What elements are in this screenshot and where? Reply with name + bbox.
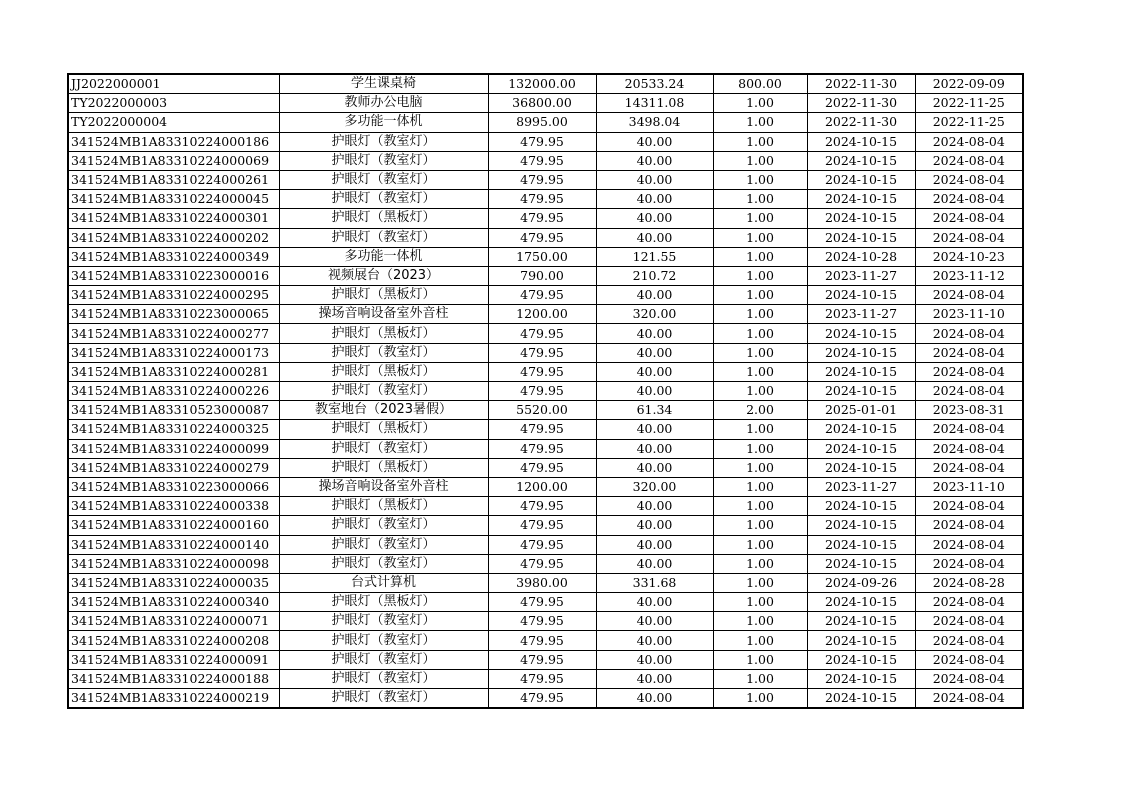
depreciation-cell: 40.00 [596,650,713,669]
quantity-cell: 1.00 [713,151,807,170]
acquire-date-cell: 2024-08-04 [915,190,1023,209]
asset-name-cell: 护眼灯（教室灯） [279,535,488,554]
asset-code-cell: 341524MB1A83310224000071 [68,612,279,631]
quantity-cell: 1.00 [713,266,807,285]
table-row [68,573,1023,592]
asset-name-cell: 护眼灯（教室灯） [279,669,488,688]
entry-date-cell: 2022-11-30 [807,94,915,113]
asset-code-cell: 341524MB1A83310224000219 [68,689,279,709]
entry-date-cell: 2024-10-15 [807,324,915,343]
table-row [68,132,1023,151]
depreciation-cell: 320.00 [596,477,713,496]
acquire-date-cell: 2024-08-04 [915,382,1023,401]
asset-code-cell: 341524MB1A83310224000202 [68,228,279,247]
original-value-cell: 1750.00 [488,247,596,266]
asset-name-cell: 台式计算机 [279,573,488,592]
acquire-date-cell: 2023-11-12 [915,266,1023,285]
entry-date-cell: 2023-11-27 [807,266,915,285]
original-value-cell: 3980.00 [488,573,596,592]
asset-code-cell: TY2022000004 [68,113,279,132]
quantity-cell: 1.00 [713,573,807,592]
asset-name-cell: 操场音响设备室外音柱 [279,305,488,324]
depreciation-cell: 3498.04 [596,113,713,132]
quantity-cell: 1.00 [713,305,807,324]
table-row [68,247,1023,266]
depreciation-cell: 61.34 [596,401,713,420]
table-row [68,612,1023,631]
asset-code-cell: 341524MB1A83310224000140 [68,535,279,554]
table-row [68,669,1023,688]
original-value-cell: 479.95 [488,593,596,612]
original-value-cell: 479.95 [488,689,596,709]
table-row [68,228,1023,247]
asset-code-cell: 341524MB1A83310223000066 [68,477,279,496]
depreciation-cell: 40.00 [596,458,713,477]
asset-name-cell: 视频展台（2023） [279,266,488,285]
quantity-cell: 1.00 [713,458,807,477]
acquire-date-cell: 2022-09-09 [915,74,1023,94]
asset-name-cell: 护眼灯（教室灯） [279,190,488,209]
entry-date-cell: 2024-10-15 [807,554,915,573]
asset-name-cell: 护眼灯（黑板灯） [279,458,488,477]
depreciation-cell: 40.00 [596,631,713,650]
asset-code-cell: 341524MB1A83310224000173 [68,343,279,362]
original-value-cell: 8995.00 [488,113,596,132]
asset-code-cell: 341524MB1A83310224000069 [68,151,279,170]
asset-code-cell: 341524MB1A83310224000208 [68,631,279,650]
quantity-cell: 1.00 [713,554,807,573]
depreciation-cell: 40.00 [596,190,713,209]
asset-name-cell: 护眼灯（黑板灯） [279,420,488,439]
entry-date-cell: 2024-10-15 [807,228,915,247]
quantity-cell: 1.00 [713,535,807,554]
original-value-cell: 479.95 [488,458,596,477]
original-value-cell: 1200.00 [488,477,596,496]
entry-date-cell: 2024-10-15 [807,209,915,228]
quantity-cell: 1.00 [713,362,807,381]
acquire-date-cell: 2024-08-04 [915,650,1023,669]
original-value-cell: 479.95 [488,516,596,535]
table-row [68,94,1023,113]
depreciation-cell: 331.68 [596,573,713,592]
depreciation-cell: 40.00 [596,535,713,554]
entry-date-cell: 2024-10-15 [807,190,915,209]
entry-date-cell: 2024-10-15 [807,612,915,631]
asset-name-cell: 护眼灯（教室灯） [279,132,488,151]
acquire-date-cell: 2024-08-04 [915,362,1023,381]
quantity-cell: 1.00 [713,247,807,266]
asset-code-cell: 341524MB1A83310224000261 [68,170,279,189]
table-row [68,209,1023,228]
asset-name-cell: 操场音响设备室外音柱 [279,477,488,496]
original-value-cell: 479.95 [488,497,596,516]
original-value-cell: 479.95 [488,343,596,362]
quantity-cell: 2.00 [713,401,807,420]
entry-date-cell: 2023-11-27 [807,477,915,496]
quantity-cell: 1.00 [713,631,807,650]
acquire-date-cell: 2023-11-10 [915,477,1023,496]
entry-date-cell: 2024-10-15 [807,535,915,554]
depreciation-cell: 320.00 [596,305,713,324]
entry-date-cell: 2024-10-15 [807,593,915,612]
entry-date-cell: 2022-11-30 [807,74,915,94]
acquire-date-cell: 2024-08-04 [915,612,1023,631]
acquire-date-cell: 2024-10-23 [915,247,1023,266]
original-value-cell: 479.95 [488,650,596,669]
entry-date-cell: 2024-10-28 [807,247,915,266]
quantity-cell: 1.00 [713,132,807,151]
quantity-cell: 1.00 [713,113,807,132]
quantity-cell: 1.00 [713,669,807,688]
table-row [68,362,1023,381]
acquire-date-cell: 2024-08-04 [915,228,1023,247]
original-value-cell: 479.95 [488,362,596,381]
asset-name-cell: 多功能一体机 [279,247,488,266]
entry-date-cell: 2024-10-15 [807,343,915,362]
table-row [68,286,1023,305]
asset-code-cell: 341524MB1A83310224000091 [68,650,279,669]
depreciation-cell: 40.00 [596,286,713,305]
asset-code-cell: 341524MB1A83310224000295 [68,286,279,305]
table-row [68,650,1023,669]
table-row [68,554,1023,573]
table-row [68,305,1023,324]
depreciation-cell: 40.00 [596,516,713,535]
asset-name-cell: 护眼灯（教室灯） [279,439,488,458]
table-row [68,151,1023,170]
table-row [68,516,1023,535]
acquire-date-cell: 2024-08-04 [915,151,1023,170]
asset-name-cell: 护眼灯（黑板灯） [279,497,488,516]
entry-date-cell: 2024-10-15 [807,286,915,305]
acquire-date-cell: 2023-08-31 [915,401,1023,420]
acquire-date-cell: 2024-08-04 [915,593,1023,612]
depreciation-cell: 40.00 [596,593,713,612]
entry-date-cell: 2022-11-30 [807,113,915,132]
acquire-date-cell: 2023-11-10 [915,305,1023,324]
table-row [68,170,1023,189]
asset-table [67,73,1024,709]
asset-name-cell: 教室地台（2023暑假） [279,401,488,420]
acquire-date-cell: 2024-08-04 [915,554,1023,573]
depreciation-cell: 121.55 [596,247,713,266]
asset-code-cell: 341524MB1A83310223000065 [68,305,279,324]
quantity-cell: 1.00 [713,286,807,305]
acquire-date-cell: 2024-08-04 [915,669,1023,688]
table-row [68,477,1023,496]
asset-code-cell: 341524MB1A83310224000349 [68,247,279,266]
asset-name-cell: 护眼灯（黑板灯） [279,286,488,305]
asset-code-cell: 341524MB1A83310224000301 [68,209,279,228]
asset-code-cell: 341524MB1A83310224000325 [68,420,279,439]
asset-name-cell: 护眼灯（黑板灯） [279,209,488,228]
original-value-cell: 132000.00 [488,74,596,94]
asset-code-cell: 341524MB1A83310224000226 [68,382,279,401]
depreciation-cell: 20533.24 [596,74,713,94]
table-row [68,324,1023,343]
quantity-cell: 1.00 [713,593,807,612]
original-value-cell: 479.95 [488,420,596,439]
depreciation-cell: 40.00 [596,209,713,228]
original-value-cell: 790.00 [488,266,596,285]
entry-date-cell: 2024-10-15 [807,669,915,688]
depreciation-cell: 40.00 [596,132,713,151]
table-row [68,420,1023,439]
original-value-cell: 479.95 [488,151,596,170]
table-row [68,535,1023,554]
table-row [68,458,1023,477]
depreciation-cell: 14311.08 [596,94,713,113]
depreciation-cell: 40.00 [596,324,713,343]
original-value-cell: 479.95 [488,324,596,343]
table-row [68,593,1023,612]
asset-name-cell: 护眼灯（黑板灯） [279,362,488,381]
asset-name-cell: 护眼灯（教室灯） [279,170,488,189]
asset-name-cell: 护眼灯（教室灯） [279,382,488,401]
table-row [68,439,1023,458]
entry-date-cell: 2024-09-26 [807,573,915,592]
quantity-cell: 1.00 [713,209,807,228]
depreciation-cell: 40.00 [596,382,713,401]
acquire-date-cell: 2024-08-04 [915,439,1023,458]
asset-name-cell: 护眼灯（教室灯） [279,151,488,170]
acquire-date-cell: 2024-08-04 [915,497,1023,516]
table-row [68,113,1023,132]
original-value-cell: 479.95 [488,669,596,688]
entry-date-cell: 2024-10-15 [807,362,915,381]
entry-date-cell: 2024-10-15 [807,170,915,189]
asset-name-cell: 护眼灯（教室灯） [279,343,488,362]
acquire-date-cell: 2024-08-04 [915,516,1023,535]
quantity-cell: 1.00 [713,343,807,362]
acquire-date-cell: 2024-08-04 [915,132,1023,151]
depreciation-cell: 40.00 [596,228,713,247]
asset-name-cell: 多功能一体机 [279,113,488,132]
acquire-date-cell: 2024-08-04 [915,631,1023,650]
acquire-date-cell: 2024-08-28 [915,573,1023,592]
entry-date-cell: 2024-10-15 [807,151,915,170]
depreciation-cell: 40.00 [596,497,713,516]
depreciation-cell: 210.72 [596,266,713,285]
table-row [68,190,1023,209]
asset-code-cell: 341524MB1A83310224000281 [68,362,279,381]
original-value-cell: 479.95 [488,228,596,247]
asset-name-cell: 护眼灯（教室灯） [279,612,488,631]
asset-code-cell: 341524MB1A83310224000099 [68,439,279,458]
asset-code-cell: JJ2022000001 [68,74,279,94]
quantity-cell: 1.00 [713,94,807,113]
entry-date-cell: 2025-01-01 [807,401,915,420]
quantity-cell: 1.00 [713,477,807,496]
original-value-cell: 479.95 [488,209,596,228]
asset-code-cell: 341524MB1A83310224000098 [68,554,279,573]
entry-date-cell: 2024-10-15 [807,382,915,401]
asset-name-cell: 教师办公电脑 [279,94,488,113]
original-value-cell: 479.95 [488,382,596,401]
entry-date-cell: 2024-10-15 [807,420,915,439]
depreciation-cell: 40.00 [596,669,713,688]
quantity-cell: 1.00 [713,516,807,535]
table-row [68,497,1023,516]
asset-code-cell: 341524MB1A83310224000188 [68,669,279,688]
entry-date-cell: 2023-11-27 [807,305,915,324]
asset-name-cell: 护眼灯（教室灯） [279,554,488,573]
original-value-cell: 479.95 [488,631,596,650]
asset-code-cell: 341524MB1A83310224000045 [68,190,279,209]
table-row [68,689,1023,709]
entry-date-cell: 2024-10-15 [807,689,915,709]
table-row [68,343,1023,362]
depreciation-cell: 40.00 [596,554,713,573]
asset-code-cell: 341524MB1A83310224000277 [68,324,279,343]
asset-name-cell: 学生课桌椅 [279,74,488,94]
depreciation-cell: 40.00 [596,420,713,439]
table-row [68,631,1023,650]
quantity-cell: 1.00 [713,324,807,343]
entry-date-cell: 2024-10-15 [807,631,915,650]
asset-code-cell: 341524MB1A83310224000035 [68,573,279,592]
table-row [68,382,1023,401]
original-value-cell: 479.95 [488,170,596,189]
asset-code-cell: 341524MB1A83310224000160 [68,516,279,535]
quantity-cell: 1.00 [713,612,807,631]
depreciation-cell: 40.00 [596,689,713,709]
table-row [68,74,1023,94]
asset-code-cell: TY2022000003 [68,94,279,113]
quantity-cell: 1.00 [713,382,807,401]
acquire-date-cell: 2024-08-04 [915,535,1023,554]
quantity-cell: 1.00 [713,190,807,209]
asset-code-cell: 341524MB1A83310223000016 [68,266,279,285]
acquire-date-cell: 2022-11-25 [915,113,1023,132]
original-value-cell: 479.95 [488,190,596,209]
original-value-cell: 479.95 [488,612,596,631]
depreciation-cell: 40.00 [596,362,713,381]
asset-name-cell: 护眼灯（教室灯） [279,631,488,650]
quantity-cell: 1.00 [713,420,807,439]
depreciation-cell: 40.00 [596,151,713,170]
acquire-date-cell: 2024-08-04 [915,458,1023,477]
asset-code-cell: 341524MB1A83310224000279 [68,458,279,477]
original-value-cell: 479.95 [488,439,596,458]
quantity-cell: 1.00 [713,497,807,516]
asset-name-cell: 护眼灯（黑板灯） [279,324,488,343]
asset-name-cell: 护眼灯（教室灯） [279,516,488,535]
original-value-cell: 479.95 [488,535,596,554]
quantity-cell: 800.00 [713,74,807,94]
depreciation-cell: 40.00 [596,170,713,189]
acquire-date-cell: 2024-08-04 [915,420,1023,439]
acquire-date-cell: 2024-08-04 [915,286,1023,305]
original-value-cell: 479.95 [488,286,596,305]
quantity-cell: 1.00 [713,170,807,189]
quantity-cell: 1.00 [713,689,807,709]
acquire-date-cell: 2024-08-04 [915,343,1023,362]
table-body [68,74,1023,708]
depreciation-cell: 40.00 [596,439,713,458]
original-value-cell: 36800.00 [488,94,596,113]
asset-code-cell: 341524MB1A83310224000340 [68,593,279,612]
original-value-cell: 1200.00 [488,305,596,324]
asset-code-cell: 341524MB1A83310224000186 [68,132,279,151]
original-value-cell: 479.95 [488,554,596,573]
original-value-cell: 5520.00 [488,401,596,420]
quantity-cell: 1.00 [713,439,807,458]
quantity-cell: 1.00 [713,650,807,669]
asset-code-cell: 341524MB1A83310224000338 [68,497,279,516]
depreciation-cell: 40.00 [596,343,713,362]
acquire-date-cell: 2024-08-04 [915,209,1023,228]
asset-code-cell: 341524MB1A83310523000087 [68,401,279,420]
entry-date-cell: 2024-10-15 [807,650,915,669]
entry-date-cell: 2024-10-15 [807,439,915,458]
entry-date-cell: 2024-10-15 [807,497,915,516]
depreciation-cell: 40.00 [596,612,713,631]
table-row [68,266,1023,285]
asset-name-cell: 护眼灯（黑板灯） [279,593,488,612]
entry-date-cell: 2024-10-15 [807,516,915,535]
acquire-date-cell: 2024-08-04 [915,170,1023,189]
entry-date-cell: 2024-10-15 [807,132,915,151]
asset-name-cell: 护眼灯（教室灯） [279,689,488,709]
table-row [68,401,1023,420]
entry-date-cell: 2024-10-15 [807,458,915,477]
acquire-date-cell: 2024-08-04 [915,689,1023,709]
asset-name-cell: 护眼灯（教室灯） [279,228,488,247]
original-value-cell: 479.95 [488,132,596,151]
acquire-date-cell: 2022-11-25 [915,94,1023,113]
quantity-cell: 1.00 [713,228,807,247]
asset-name-cell: 护眼灯（教室灯） [279,650,488,669]
acquire-date-cell: 2024-08-04 [915,324,1023,343]
